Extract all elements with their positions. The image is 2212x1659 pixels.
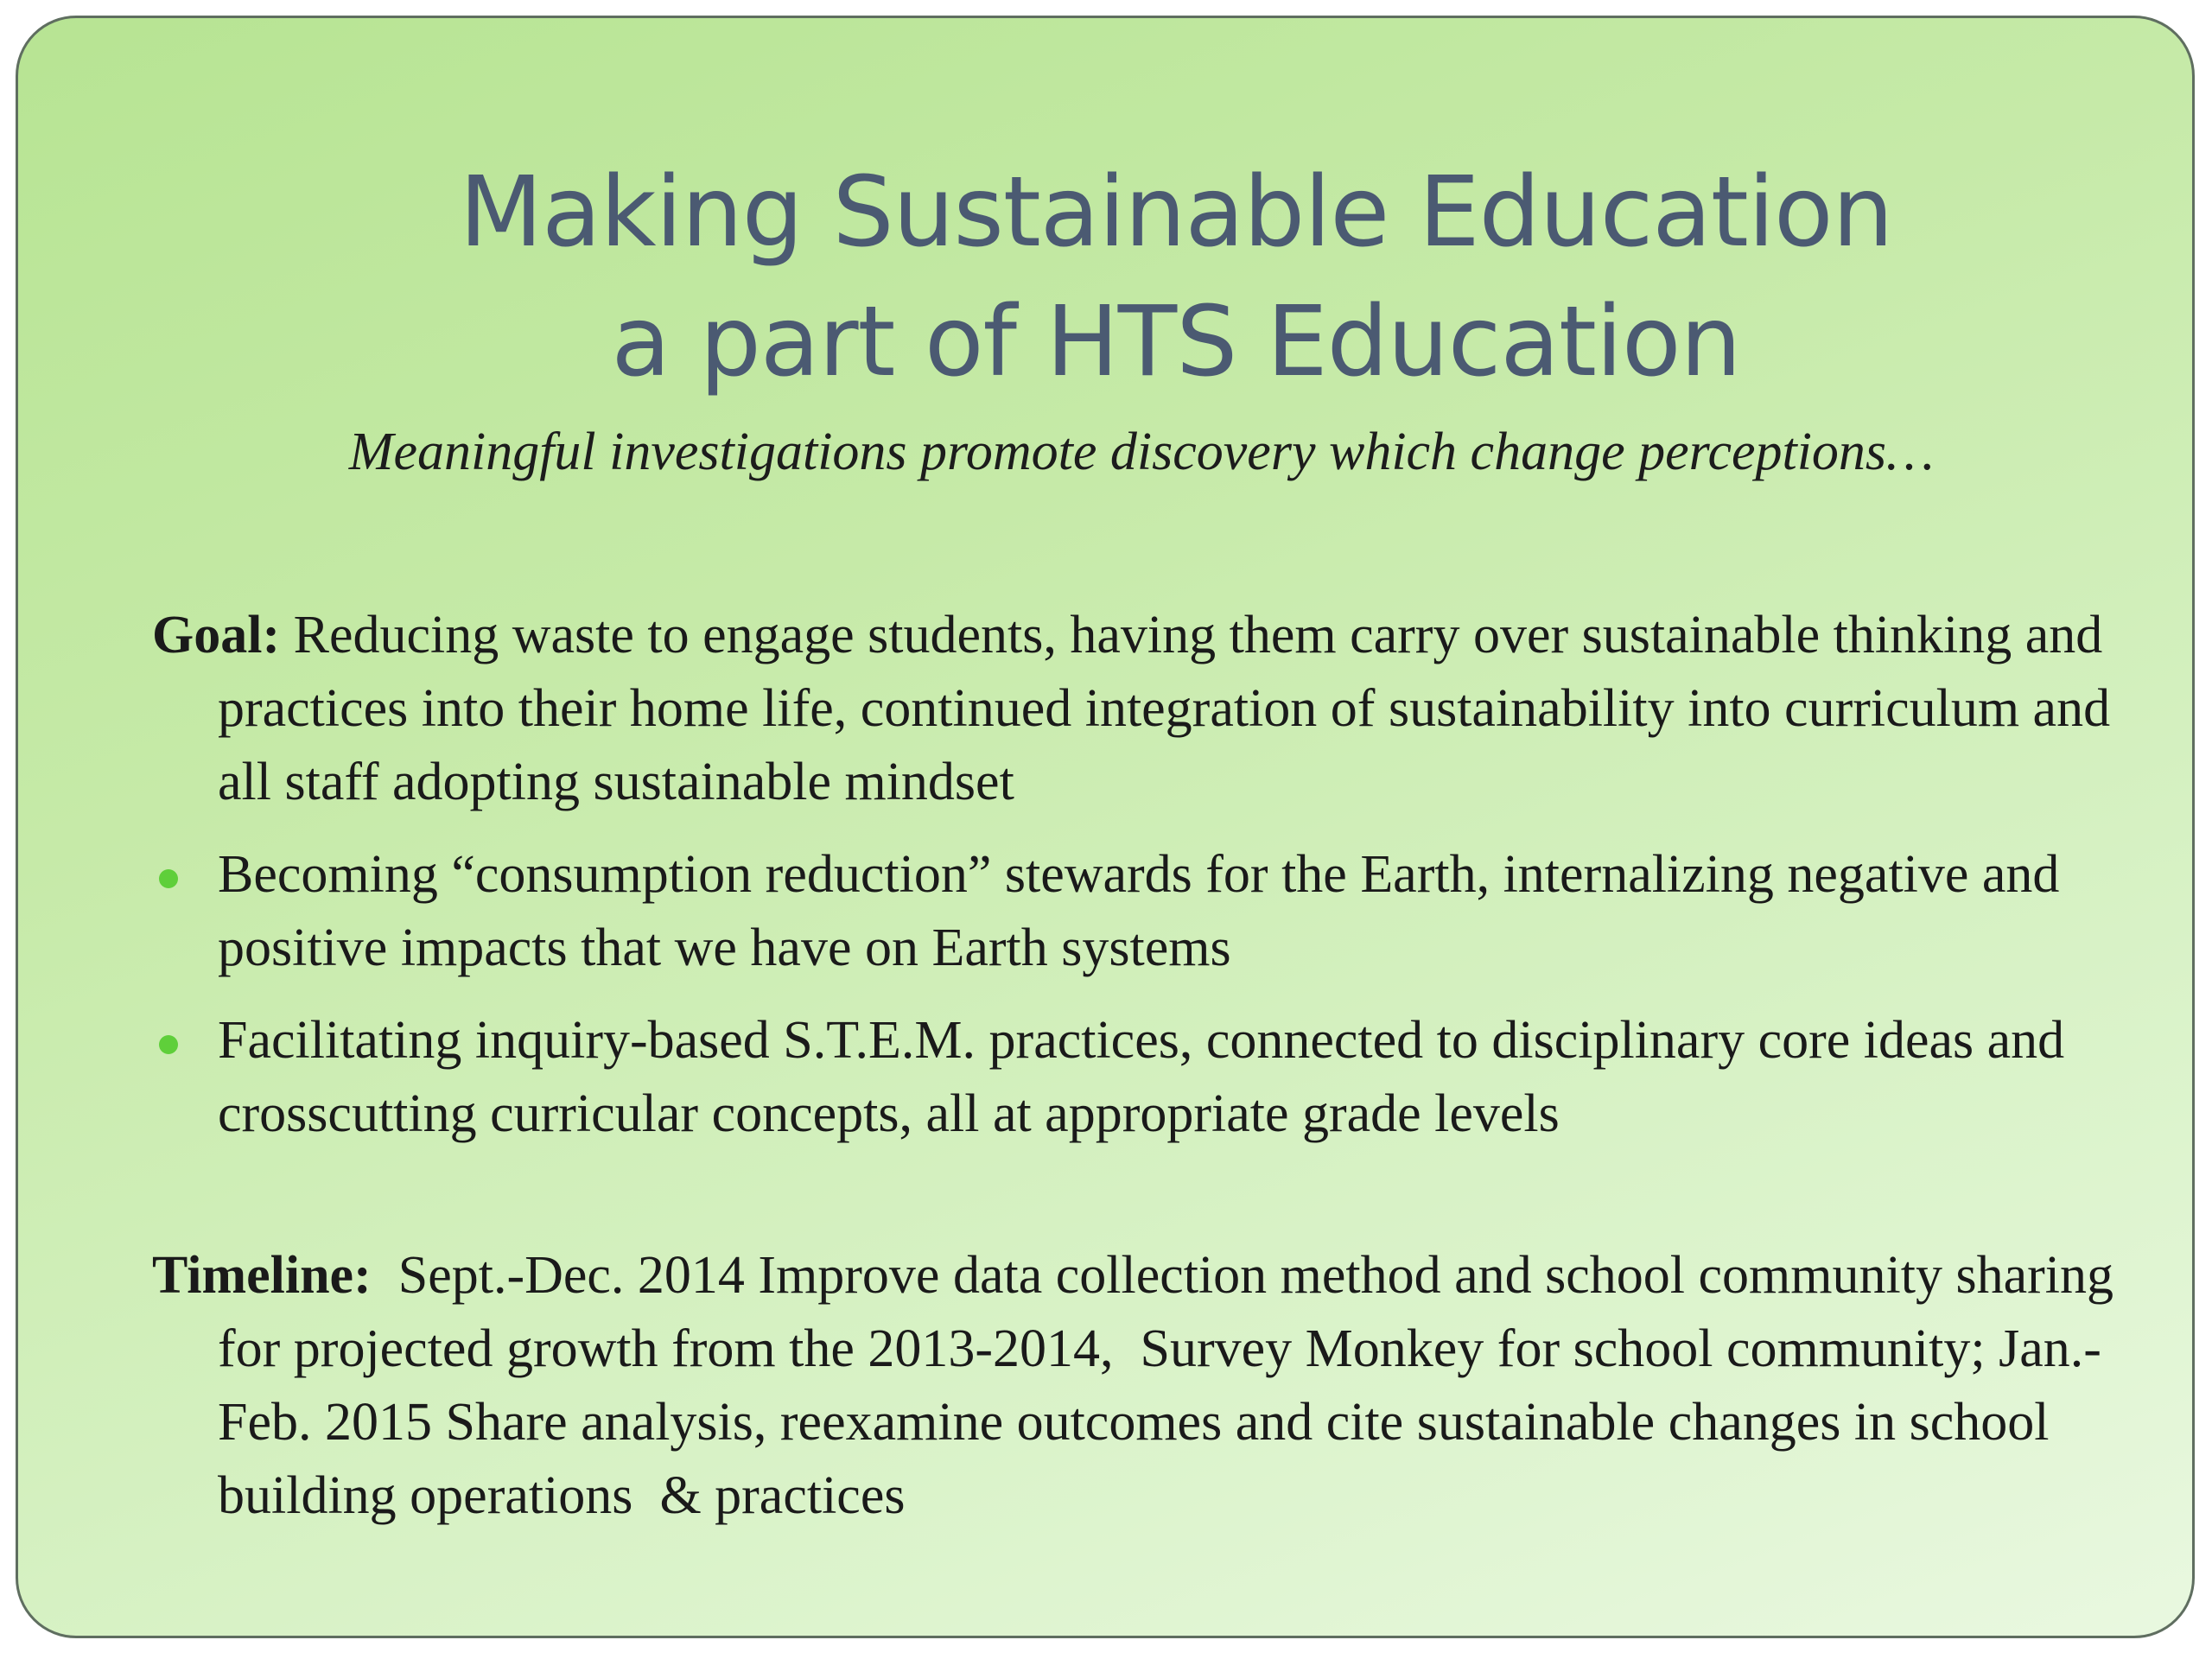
slide-title bbox=[18, 148, 2195, 407]
slide-subtitle: Meaningful investigations promote discovery which change perceptions… bbox=[348, 423, 1935, 481]
bullet-item bbox=[152, 838, 2139, 985]
timeline-paragraph bbox=[152, 1239, 2139, 1533]
spacer bbox=[152, 1151, 2139, 1239]
bullet-dot-icon bbox=[159, 1035, 178, 1054]
goal-paragraph bbox=[152, 599, 2139, 819]
bullet-item bbox=[152, 1004, 2139, 1151]
goal-text: Reducing waste to engage students, having them carry over sustainable thinking and practices into their home life, continued integration of sustainability into curriculum and all staff adopting sustainable mindset bbox=[218, 606, 2111, 811]
slide-body bbox=[152, 599, 2139, 1533]
bullet-text: Becoming “consumption reduction” stewards for the Earth, internalizing negative and positive impacts that we have on Earth systems bbox=[218, 845, 2060, 977]
bullet-dot-icon bbox=[159, 869, 178, 888]
timeline-label: Timeline: bbox=[152, 1246, 372, 1305]
slide-title-line-1: Making Sustainable Education bbox=[459, 156, 1893, 269]
slide bbox=[16, 16, 2195, 1638]
goal-label: Goal: bbox=[152, 606, 281, 664]
slide-title-line-2: a part of HTS Education bbox=[611, 286, 1741, 398]
timeline-text: Sept.-Dec. 2014 Improve data collection method and school community sharing for projected growth from the 2013-2014, Survey Monkey for school community; Jan.-Feb. 2015 Share analysis, reexamine outcomes and cite sustainable changes in school building operations & practices bbox=[218, 1246, 2127, 1525]
bullet-text: Facilitating inquiry-based S.T.E.M. practices, connected to disciplinary core ideas and crosscutting curricular concepts, all at appropriate grade levels bbox=[218, 1011, 2065, 1143]
